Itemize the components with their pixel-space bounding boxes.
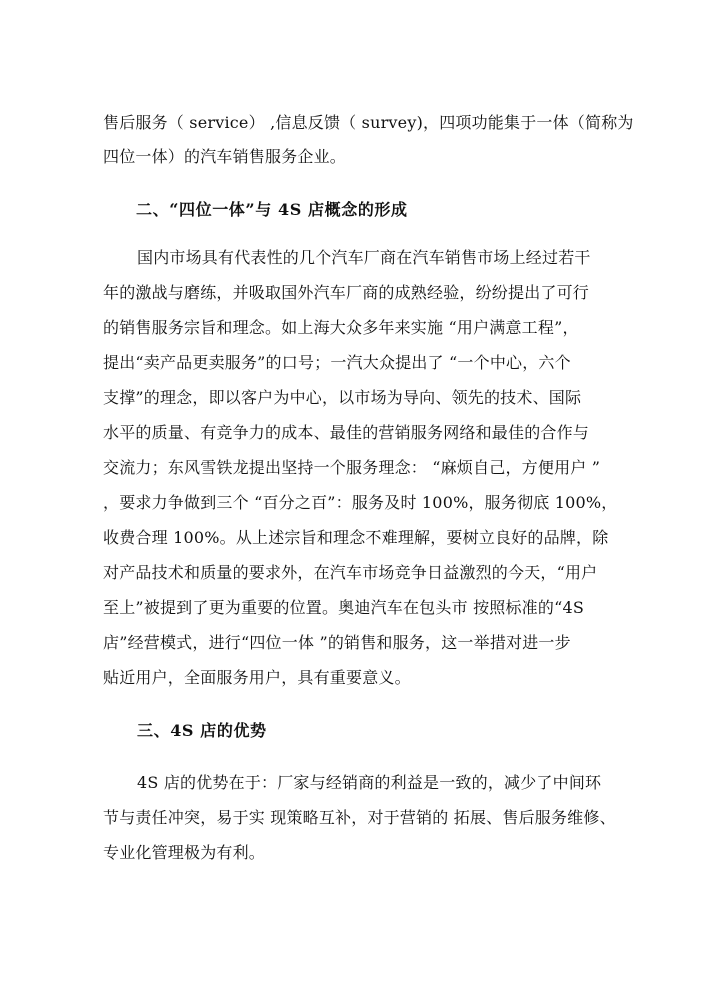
section-3-line-3: 专业化管理极为有利。 bbox=[103, 843, 266, 862]
section-3-heading: 三、4S 店的优势 bbox=[137, 721, 267, 740]
section-2-line-2: 年的激战与磨练，并吸取国外汽车厂商的成熟经验，纷纷提出了可行 bbox=[103, 283, 590, 302]
section-2-line-10: 对产品技术和质量的要求外，在汽车市场竞争日益激烈的今天，“用户 bbox=[103, 563, 598, 582]
section-2-line-8: ，要求力争做到三个 “百分之百”：服务及时 100%，服务彻底 100%， bbox=[103, 493, 618, 512]
section-2-line-7: 交流力；东风雪铁龙提出坚持一个服务理念： “麻烦自己，方便用户 ” bbox=[103, 458, 601, 477]
section-2-line-9: 收费合理 100%。从上述宗旨和理念不难理解，要树立良好的品牌，除 bbox=[103, 528, 609, 547]
section-3-line-2: 节与责任冲突，易于实 现策略互补，对于营销的 拓展、售后服务维修、 bbox=[103, 808, 616, 827]
section-2-line-11: 至上”被提到了更为重要的位置。奥迪汽车在包头市 按照标准的“4S bbox=[103, 598, 584, 617]
section-2-heading: 二、“四位一体”与 4S 店概念的形成 bbox=[136, 200, 408, 219]
section-2-line-12: 店”经营模式，进行“四位一体 ”的销售和服务，这一举措对进一步 bbox=[103, 633, 571, 652]
intro-line-2: 四位一体）的汽车销售服务企业。 bbox=[103, 147, 347, 166]
intro-line-1: 售后服务（ service） ,信息反馈（ survey)，四项功能集于一体（简称为 bbox=[103, 113, 634, 132]
section-3-line-1: 4S 店的优势在于：厂家与经销商的利益是一致的，减少了中间环 bbox=[137, 773, 602, 792]
section-2-line-13: 贴近用户，全面服务用户，具有重要意义。 bbox=[103, 668, 411, 687]
section-2-line-6: 水平的质量、有竞争力的成本、最佳的营销服务网络和最佳的合作与 bbox=[103, 423, 590, 442]
section-2-line-3: 的销售服务宗旨和理念。如上海大众多年来实施 “用户满意工程”， bbox=[103, 318, 579, 337]
section-2-line-1: 国内市场具有代表性的几个汽车厂商在汽车销售市场上经过若干 bbox=[137, 248, 591, 267]
section-2-line-5: 支撑”的理念，即以客户为中心，以市场为导向、领先的技术、国际 bbox=[103, 388, 582, 407]
section-2-line-4: 提出“卖产品更卖服务”的口号；一汽大众提出了 “一个中心，六个 bbox=[103, 353, 571, 372]
